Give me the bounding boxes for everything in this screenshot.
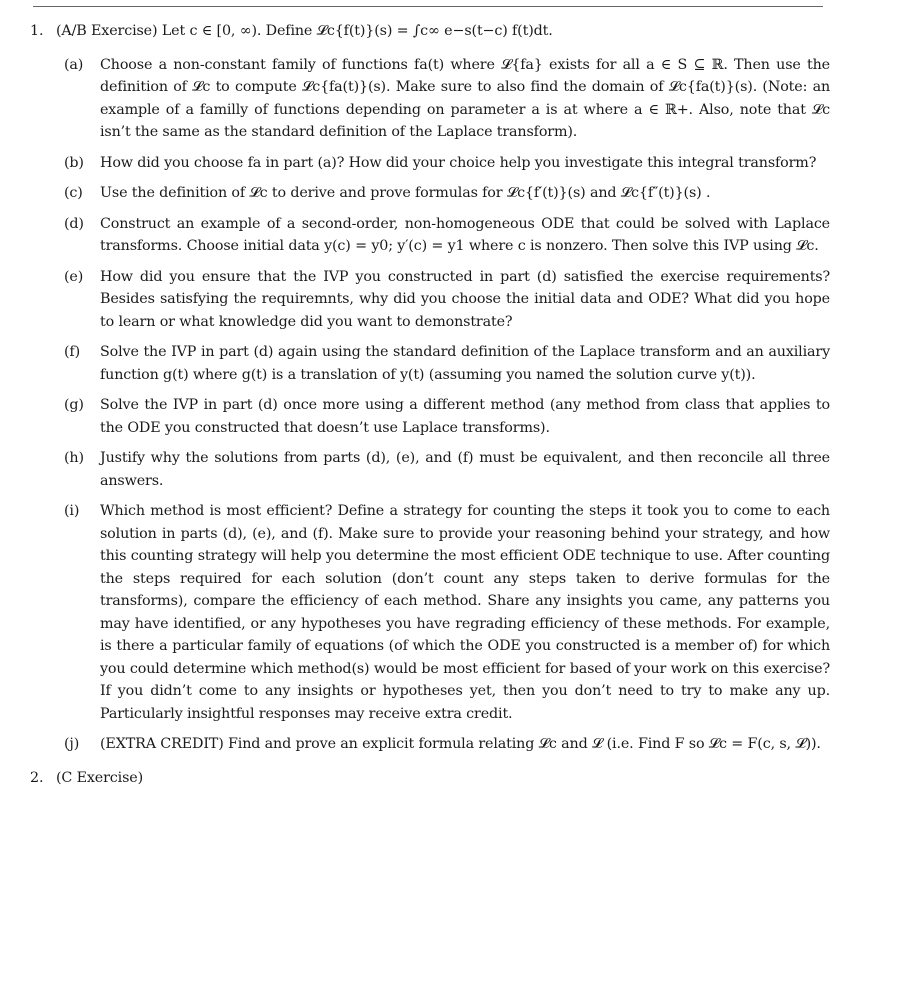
problem-1-stem: (A/B Exercise) Let c ∈ [0, ∞). Define 𝓛c{f(t)}(s) = ∫c∞ e−s(t−c) f(t)dt. (56, 23, 553, 39)
part-text: (EXTRA CREDIT) Find and prove an explicit formula relating 𝓛c and 𝓛 (i.e. Find F so 𝓛c = F(c, s, 𝓛)). (100, 736, 821, 752)
part-i (64, 500, 830, 725)
part-label: (g) (64, 397, 84, 413)
part-c (64, 182, 830, 205)
part-text: Justify why the solutions from parts (d), (e), and (f) must be equivalent, and then reconcile all three answers. (100, 450, 830, 489)
part-label: (e) (64, 268, 84, 285)
document (30, 20, 830, 789)
part-text: How did you choose fa in part (a)? How did your choice help you investigate this integral transform? (100, 154, 817, 171)
part-h (64, 447, 830, 492)
part-a (64, 54, 830, 144)
part-label: (a) (64, 56, 84, 73)
part-label: (j) (64, 736, 80, 752)
part-label: (b) (64, 154, 84, 171)
part-text: How did you ensure that the IVP you constructed in part (d) satisfied the exercise requirements? Besides satisfying the requiremnts, why did you choose the initial data and ODE? What did you hope to learn or what knowledge did you want to demonstrate? (100, 268, 830, 330)
part-f (64, 341, 830, 386)
part-j (64, 733, 830, 756)
part-e (64, 266, 830, 334)
part-label: (i) (64, 503, 80, 519)
problem-2-number: 2. (30, 769, 44, 786)
part-text: Construct an example of a second-order, non-homogeneous ODE that could be solved with Laplace transforms. Choose initial data y(c) = y0; y′(c) = y1 where c is nonzero. Then solve this IVP using 𝓛c. (100, 215, 830, 254)
part-label: (h) (64, 450, 84, 466)
problem-1-number: 1. (30, 23, 44, 39)
part-text: Solve the IVP in part (d) again using the standard definition of the Laplace transform and an auxiliary function g(t) where g(t) is a translation of y(t) (assuming you named the solution curve y(t)). (100, 344, 830, 383)
problem-2-stem: (C Exercise) (56, 769, 144, 786)
problem-1-parts (64, 54, 830, 756)
problem-1-header (30, 20, 830, 43)
problem-2-header (30, 767, 830, 790)
part-d (64, 213, 830, 258)
part-b (64, 152, 830, 175)
part-label: (f) (64, 344, 80, 360)
part-text: Which method is most efficient? Define a strategy for counting the steps it took you to come to each solution in parts (d), (e), and (f). Make sure to provide your reasoning behind your strategy, and how this counting strategy will help you determine the most efficient ODE technique to use. After counting the steps required for each solution (don’t count any steps taken to derive formulas for the transforms), compare the efficiency of each method. Share any insights you came, any patterns you may have identified, or any hypotheses you have regrading efficiency of these methods. For example, is there a particular family of equations (of which the ODE you constructed is a member of) for which you could determine which method(s) would be most efficient for based of your work on this exercise? If you didn’t come to any insights or hypotheses yet, then you don’t need to try to make any up. Particularly insightful responses may receive extra credit. (100, 503, 830, 722)
part-label: (c) (64, 185, 83, 201)
part-text: Solve the IVP in part (d) once more using a different method (any method from class that applies to the ODE you constructed that doesn’t use Laplace transforms). (100, 397, 830, 436)
top-rule (33, 6, 823, 7)
part-text: Choose a non-constant family of functions fa(t) where 𝓛{fa} exists for all a ∈ S ⊆ ℝ. Then use the definition of 𝓛c to compute 𝓛c{fa(t)}(s). Make sure to also find the domain of 𝓛c{fa(t)}(s). (Note: an example of a familly of functions depending on parameter a is at where a ∈ ℝ+. Also, note that 𝓛c isn’t the same as the standard definition of the Laplace transform). (100, 56, 830, 140)
part-label: (d) (64, 215, 84, 232)
part-text: Use the definition of 𝓛c to derive and prove formulas for 𝓛c{f′(t)}(s) and 𝓛c{f″(t)}(s) . (100, 185, 711, 201)
part-g (64, 394, 830, 439)
